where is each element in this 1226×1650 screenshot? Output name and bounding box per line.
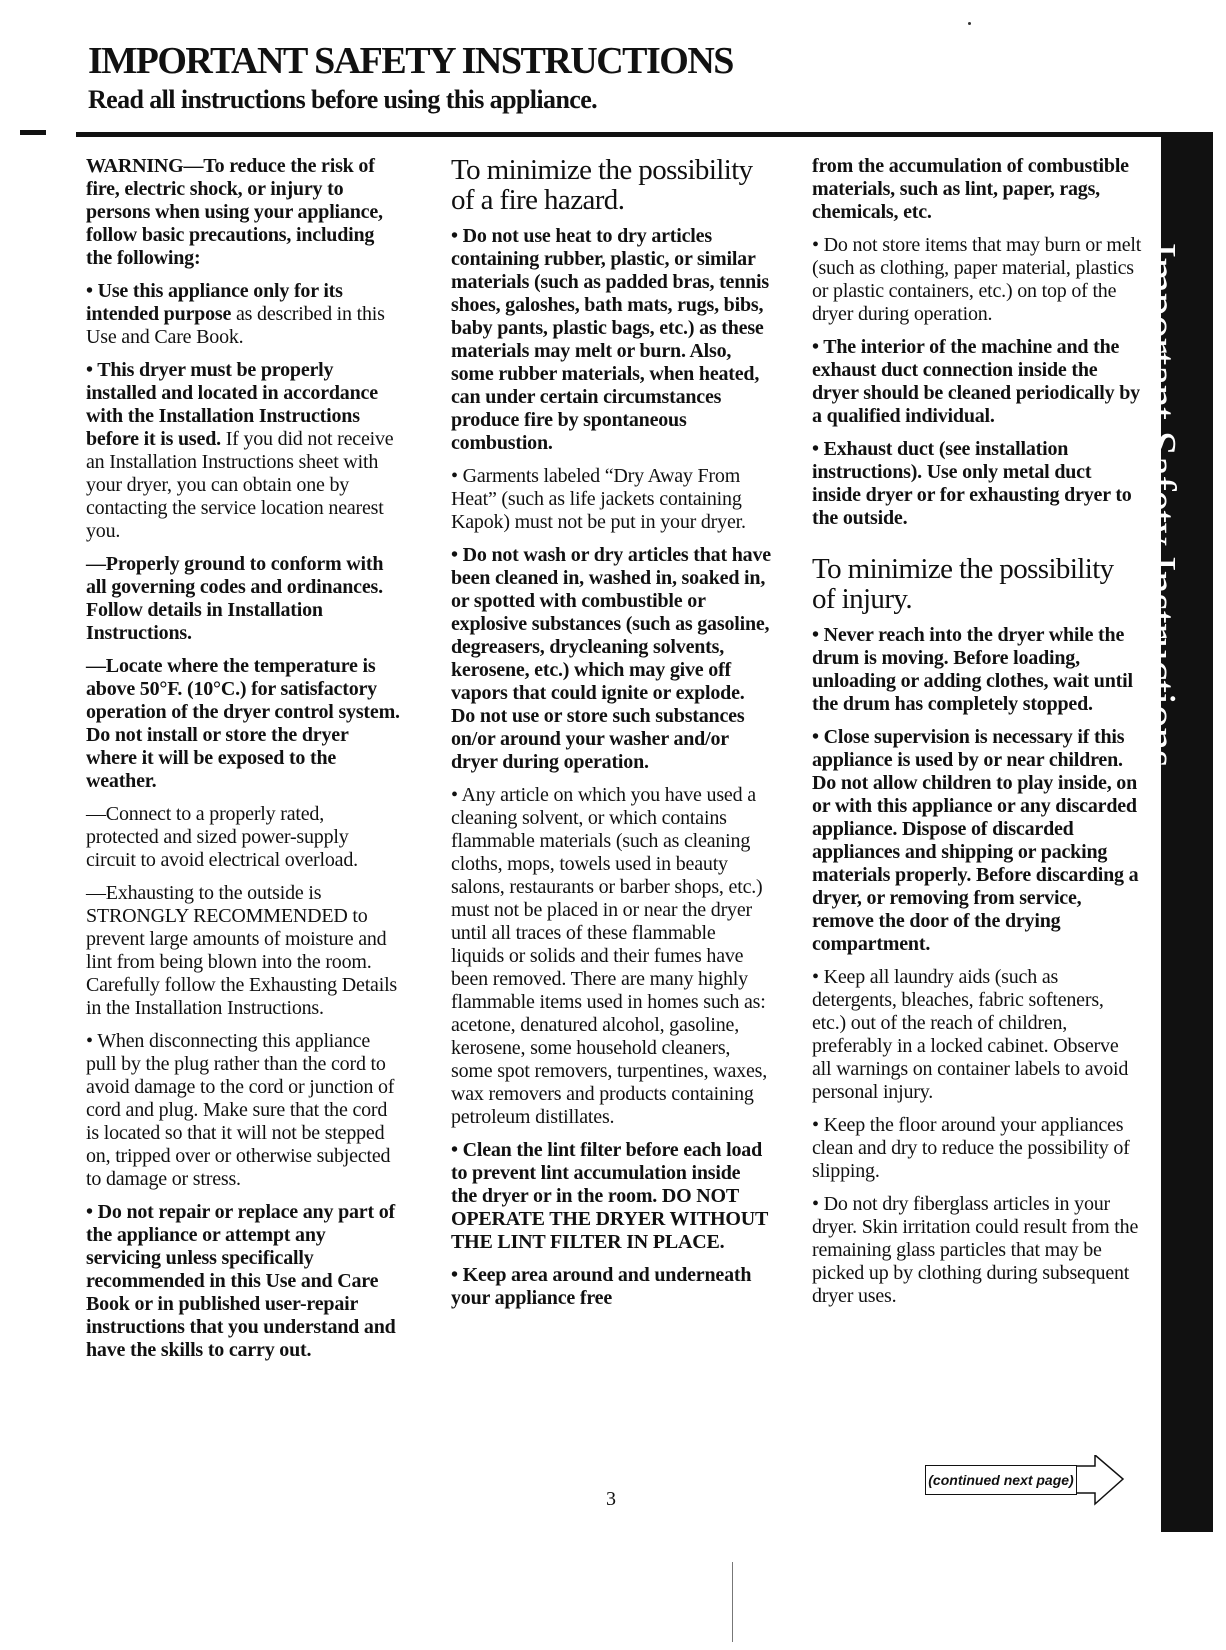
- instruction-paragraph: • Any article on which you have used a cleaning solvent, or which contains flammable materials (such as cleaning cloths, mops, towels used in beauty salons, restaurants or barber shops, etc.) must not be placed in or near the dryer until all traces of these flammable liquids or solids and their fumes have been removed. There are many highly flammable items used in homes such as: acetone, denatured alcohol, gasoline, kerosene, some household cleaners, some spot removers, turpentines, waxes, wax removers and products containing petroleum distillates.: [451, 784, 768, 1128]
- instruction-paragraph: • The interior of the machine and the exhaust duct connection inside the dryer should be cleaned periodically by a qualified individual.: [812, 336, 1140, 427]
- section-heading-fire: To minimize the possibility of a fire hazard.: [451, 154, 753, 216]
- instruction-paragraph: • Close supervision is necessary if this appliance is used by or near children. Do not allow children to play inside, on or with this appliance or any discarded appliance. Dispose of discarded appliances and shipping or packing materials properly. Before discarding a dryer, or removing from service, remove the door of the drying compartment.: [812, 726, 1139, 955]
- instruction-paragraph: • Do not store items that may burn or melt (such as clothing, paper material, plastics or plastic containers, etc.) on top of the dryer during operation.: [812, 234, 1142, 325]
- instruction-text: If you did not receive an Installation Instructions sheet with your dryer, you can obtain one by contacting the service location nearest you.: [86, 428, 394, 542]
- section-heading-injury: To minimize the possibility of injury.: [812, 553, 1114, 615]
- header-rule: [76, 132, 1161, 137]
- instruction-paragraph: • When disconnecting this appliance pull by the plug rather than the cord to avoid damage to the cord or junction of cord and plug. Make sure that the cord is located so that it will not be stepped on, tripped over or otherwise subjected to damage or stress.: [86, 1030, 395, 1190]
- instruction-text: as described in this Use and Care Book.: [86, 303, 385, 348]
- continued-label: (continued next page): [925, 1465, 1077, 1495]
- instruction-bold: • Use this appliance only for its intended purpose: [86, 280, 343, 325]
- instruction-paragraph: • Keep the floor around your appliances clean and dry to reduce the possibility of slipping.: [812, 1114, 1130, 1182]
- instruction-paragraph: • Do not use heat to dry articles containing rubber, plastic, or similar materials (such as padded bras, tennis shoes, galoshes, bath mats, rugs, bibs, baby pants, plastic bags, etc.) as these materials may melt or burn. Also, some rubber materials, when heated, can under certain circumstances produce fire by spontaneous combustion.: [451, 225, 769, 454]
- column-1: [86, 155, 401, 1372]
- page-header: [88, 38, 1148, 116]
- instruction-paragraph: • Keep area around and underneath your appliance free: [451, 1264, 752, 1309]
- instruction-paragraph: [86, 359, 401, 543]
- instruction-paragraph: • Garments labeled “Dry Away From Heat” (such as life jackets containing Kapok) must not be put in your dryer.: [451, 465, 746, 533]
- scan-mark: [732, 1562, 733, 1642]
- instruction-paragraph: • Never reach into the dryer while the drum is moving. Before loading, unloading or adding clothes, wait until the drum has completely stopped.: [812, 624, 1133, 715]
- instruction-paragraph: [86, 280, 401, 349]
- instruction-paragraph: • Keep all laundry aids (such as detergents, bleaches, fabric softeners, etc.) out of the reach of children, preferably in a locked cabinet. Observe all warnings on container labels to avoid personal injury.: [812, 966, 1129, 1103]
- instruction-paragraph: • Clean the lint filter before each load to prevent lint accumulation inside the dryer or in the room. DO NOT OPERATE THE DRYER WITHOUT THE LINT FILTER IN PLACE.: [451, 1139, 768, 1253]
- continued-next-page: [925, 1455, 1125, 1515]
- instruction-paragraph: • Exhaust duct (see installation instructions). Use only metal duct inside dryer or for exhausting dryer to the outside.: [812, 438, 1132, 529]
- instruction-paragraph: —Properly ground to conform with all governing codes and ordinances. Follow details in Installation Instructions.: [86, 553, 384, 644]
- page-title: IMPORTANT SAFETY INSTRUCTIONS: [88, 40, 733, 82]
- instruction-paragraph: • Do not repair or replace any part of the appliance or attempt any servicing unless specifically recommended in this Use and Care Book or in published user-repair instructions that you understand and have the skills to carry out.: [86, 1201, 396, 1361]
- column-2: [451, 155, 771, 1320]
- instruction-paragraph: from the accumulation of combustible materials, such as lint, paper, rags, chemicals, etc.: [812, 155, 1129, 223]
- instruction-paragraph: —Connect to a properly rated, protected and sized power-supply circuit to avoid electrical overload.: [86, 803, 358, 871]
- sidebar-label: Important Safety Instructions: [1135, 242, 1186, 768]
- instruction-paragraph: —Exhausting to the outside is STRONGLY RECOMMENDED to prevent large amounts of moisture and lint from being blown into the room. Carefully follow the Exhausting Details in the Installation Instructions.: [86, 882, 398, 1019]
- margin-tick: [20, 130, 46, 135]
- instruction-paragraph: —Locate where the temperature is above 50°F. (10°C.) for satisfactory operation of the dryer control system. Do not install or store the dryer where it will be exposed to the weather.: [86, 655, 400, 792]
- column-3: [812, 155, 1142, 1318]
- instruction-bold: • This dryer must be properly installed and located in accordance with the Installation Instructions before it is used.: [86, 359, 378, 450]
- instruction-paragraph: • Do not dry fiberglass articles in your dryer. Skin irritation could result from the remaining glass particles that may be picked up by clothing during subsequent dryer uses.: [812, 1193, 1139, 1307]
- warning-paragraph: WARNING—To reduce the risk of fire, electric shock, or injury to persons when using your appliance, follow basic precautions, including the following:: [86, 155, 383, 269]
- page-subtitle: Read all instructions before using this appliance.: [88, 85, 598, 114]
- page-number: 3: [606, 1488, 616, 1510]
- instruction-paragraph: • Do not wash or dry articles that have been cleaned in, washed in, soaked in, or spotted with combustible or explosive substances (such as gasoline, degreasers, drycleaning solvents, kerosene, etc.) which may give off vapors that could ignite or explode. Do not use or store such substances on/or around your washer and/or dryer during operation.: [451, 544, 771, 773]
- speck-mark: [968, 22, 971, 25]
